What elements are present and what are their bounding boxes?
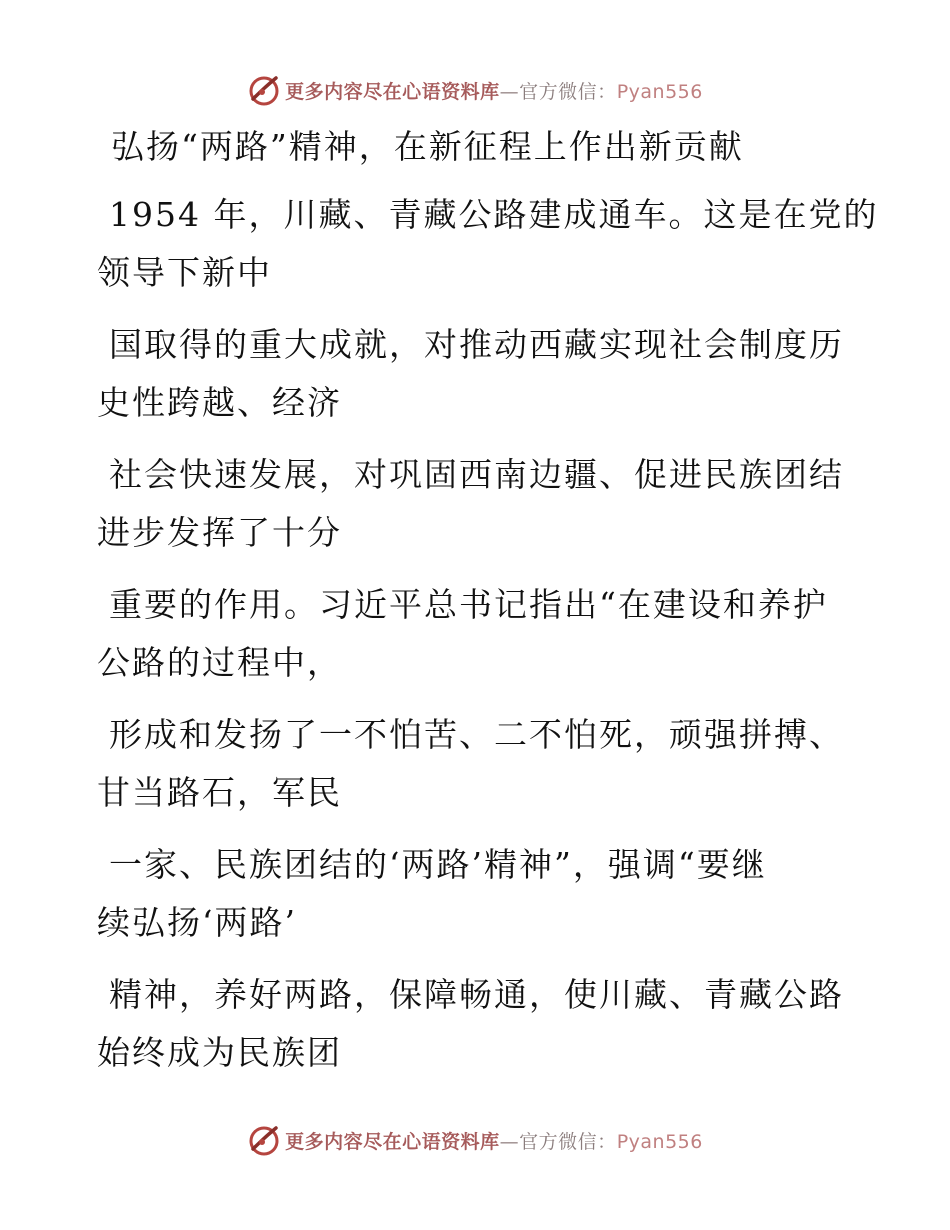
paragraph-line: 续弘扬‘两路’: [97, 903, 297, 942]
document-body: [97, 118, 879, 1096]
paragraph-line: 史性跨越、经济: [97, 383, 342, 422]
watermark-text: 更多内容尽在心语资料库—官方微信：Pyan556: [285, 80, 703, 103]
watermark-text: 更多内容尽在心语资料库—官方微信：Pyan556: [285, 1130, 703, 1153]
paragraph-line: 社会快速发展，对巩固西南边疆、促进民族团结: [109, 455, 844, 494]
paragraph-line: 重要的作用。习近平总书记指出“在建设和养护: [109, 585, 828, 624]
paragraph-line: 甘当路石，军民: [97, 773, 342, 812]
paragraph-line: 国取得的重大成就，对推动西藏实现社会制度历: [109, 325, 844, 364]
footer-watermark: [0, 1118, 950, 1162]
paragraph: [97, 576, 857, 692]
paragraph-line: 精神，养好两路，保障畅通，使川藏、青藏公路: [109, 975, 844, 1014]
paragraph-line: 进步发挥了十分: [97, 513, 342, 552]
paragraph-line: 1954 年，川藏、青藏公路建成通车。这是在党的: [109, 195, 879, 234]
paragraph: [97, 186, 879, 302]
paragraph-line: 形成和发扬了一不怕苦、二不怕死，顽强拼搏、: [109, 715, 844, 754]
paragraph-line: 始终成为民族团: [97, 1033, 342, 1072]
paragraph: [97, 836, 857, 952]
paragraph: [97, 446, 857, 562]
document-title: 弘扬“两路”精神，在新征程上作出新贡献: [111, 127, 744, 166]
brush-circle-logo-icon: [247, 73, 281, 107]
paragraph-line: 一家、民族团结的‘两路’精神”，强调“要继: [109, 845, 767, 884]
paragraph: [97, 316, 857, 432]
paragraph: [97, 706, 857, 822]
paragraph-line: 公路的过程中，: [97, 643, 342, 682]
paragraph-line: 领导下新中: [97, 253, 272, 292]
brush-circle-logo-icon: [247, 1123, 281, 1157]
paragraph: [97, 966, 857, 1082]
header-watermark: [0, 68, 950, 112]
